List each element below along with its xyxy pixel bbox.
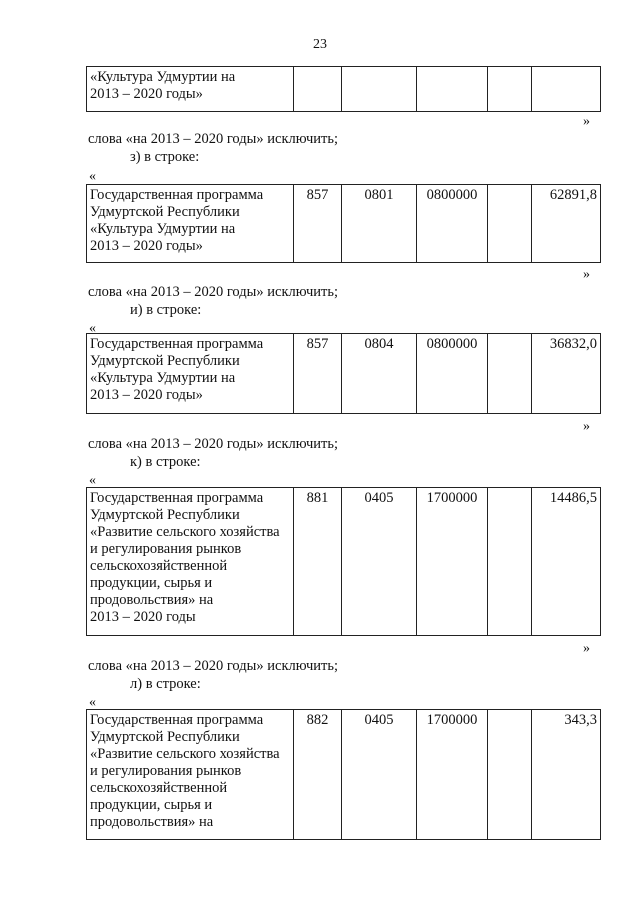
opening-quote: «	[89, 169, 96, 184]
program-name-cell: Государственная программа Удмуртской Республики «Культура Удмуртии на 2013 – 2020 годы»	[87, 185, 294, 263]
target-code-cell: 1700000	[417, 710, 488, 840]
ministry-code-cell: 881	[294, 488, 342, 636]
closing-quote: »	[583, 114, 590, 129]
budget-table-3	[86, 333, 601, 414]
program-name-cell: Государственная программа Удмуртской Республики «Развитие сельского хозяйства и регулирования рынков сельскохозяйственной продукции, сырья и продовольствия» на 2013 – 2020 годы	[87, 488, 294, 636]
ministry-code-cell	[294, 67, 342, 112]
amount-cell: 62891,8	[532, 185, 601, 263]
budget-table-4	[86, 487, 601, 636]
expense-type-cell	[488, 185, 532, 263]
amount-cell: 14486,5	[532, 488, 601, 636]
target-code-cell: 1700000	[417, 488, 488, 636]
expense-type-cell	[488, 67, 532, 112]
target-code-cell: 0800000	[417, 334, 488, 414]
opening-quote: «	[89, 695, 96, 710]
ministry-code-cell: 857	[294, 185, 342, 263]
program-name-cell: «Культура Удмуртии на 2013 – 2020 годы»	[87, 67, 294, 112]
closing-quote: »	[583, 267, 590, 282]
section-code-cell: 0804	[342, 334, 417, 414]
section-code-cell: 0801	[342, 185, 417, 263]
exclude-note: слова «на 2013 – 2020 годы» исключить;	[88, 284, 339, 300]
table-row	[87, 185, 601, 263]
amount-cell: 343,3	[532, 710, 601, 840]
budget-table-1	[86, 66, 601, 112]
program-name-cell: Государственная программа Удмуртской Республики «Культура Удмуртии на 2013 – 2020 годы»	[87, 334, 294, 414]
subitem-i: и) в строке:	[130, 302, 202, 318]
table-row	[87, 67, 601, 112]
target-code-cell	[417, 67, 488, 112]
amount-cell: 36832,0	[532, 334, 601, 414]
closing-quote: »	[583, 419, 590, 434]
expense-type-cell	[488, 334, 532, 414]
exclude-note: слова «на 2013 – 2020 годы» исключить;	[88, 658, 339, 674]
table-row	[87, 710, 601, 840]
page-number: 23	[313, 37, 327, 52]
subitem-l: л) в строке:	[130, 676, 201, 692]
table-row	[87, 488, 601, 636]
ministry-code-cell: 882	[294, 710, 342, 840]
exclude-note: слова «на 2013 – 2020 годы» исключить;	[88, 436, 339, 452]
closing-quote: »	[583, 641, 590, 656]
amount-cell	[532, 67, 601, 112]
section-code-cell: 0405	[342, 488, 417, 636]
subitem-k: к) в строке:	[130, 454, 201, 470]
program-name-cell: Государственная программа Удмуртской Республики «Развитие сельского хозяйства и регулирования рынков сельскохозяйственной продукции, сырья и продовольствия» на	[87, 710, 294, 840]
expense-type-cell	[488, 488, 532, 636]
table-row	[87, 334, 601, 414]
subitem-z: з) в строке:	[130, 149, 200, 165]
ministry-code-cell: 857	[294, 334, 342, 414]
expense-type-cell	[488, 710, 532, 840]
section-code-cell: 0405	[342, 710, 417, 840]
budget-table-5	[86, 709, 601, 840]
exclude-note: слова «на 2013 – 2020 годы» исключить;	[88, 131, 339, 147]
opening-quote: «	[89, 473, 96, 488]
target-code-cell: 0800000	[417, 185, 488, 263]
section-code-cell	[342, 67, 417, 112]
opening-quote: «	[89, 321, 96, 336]
budget-table-2	[86, 184, 601, 263]
